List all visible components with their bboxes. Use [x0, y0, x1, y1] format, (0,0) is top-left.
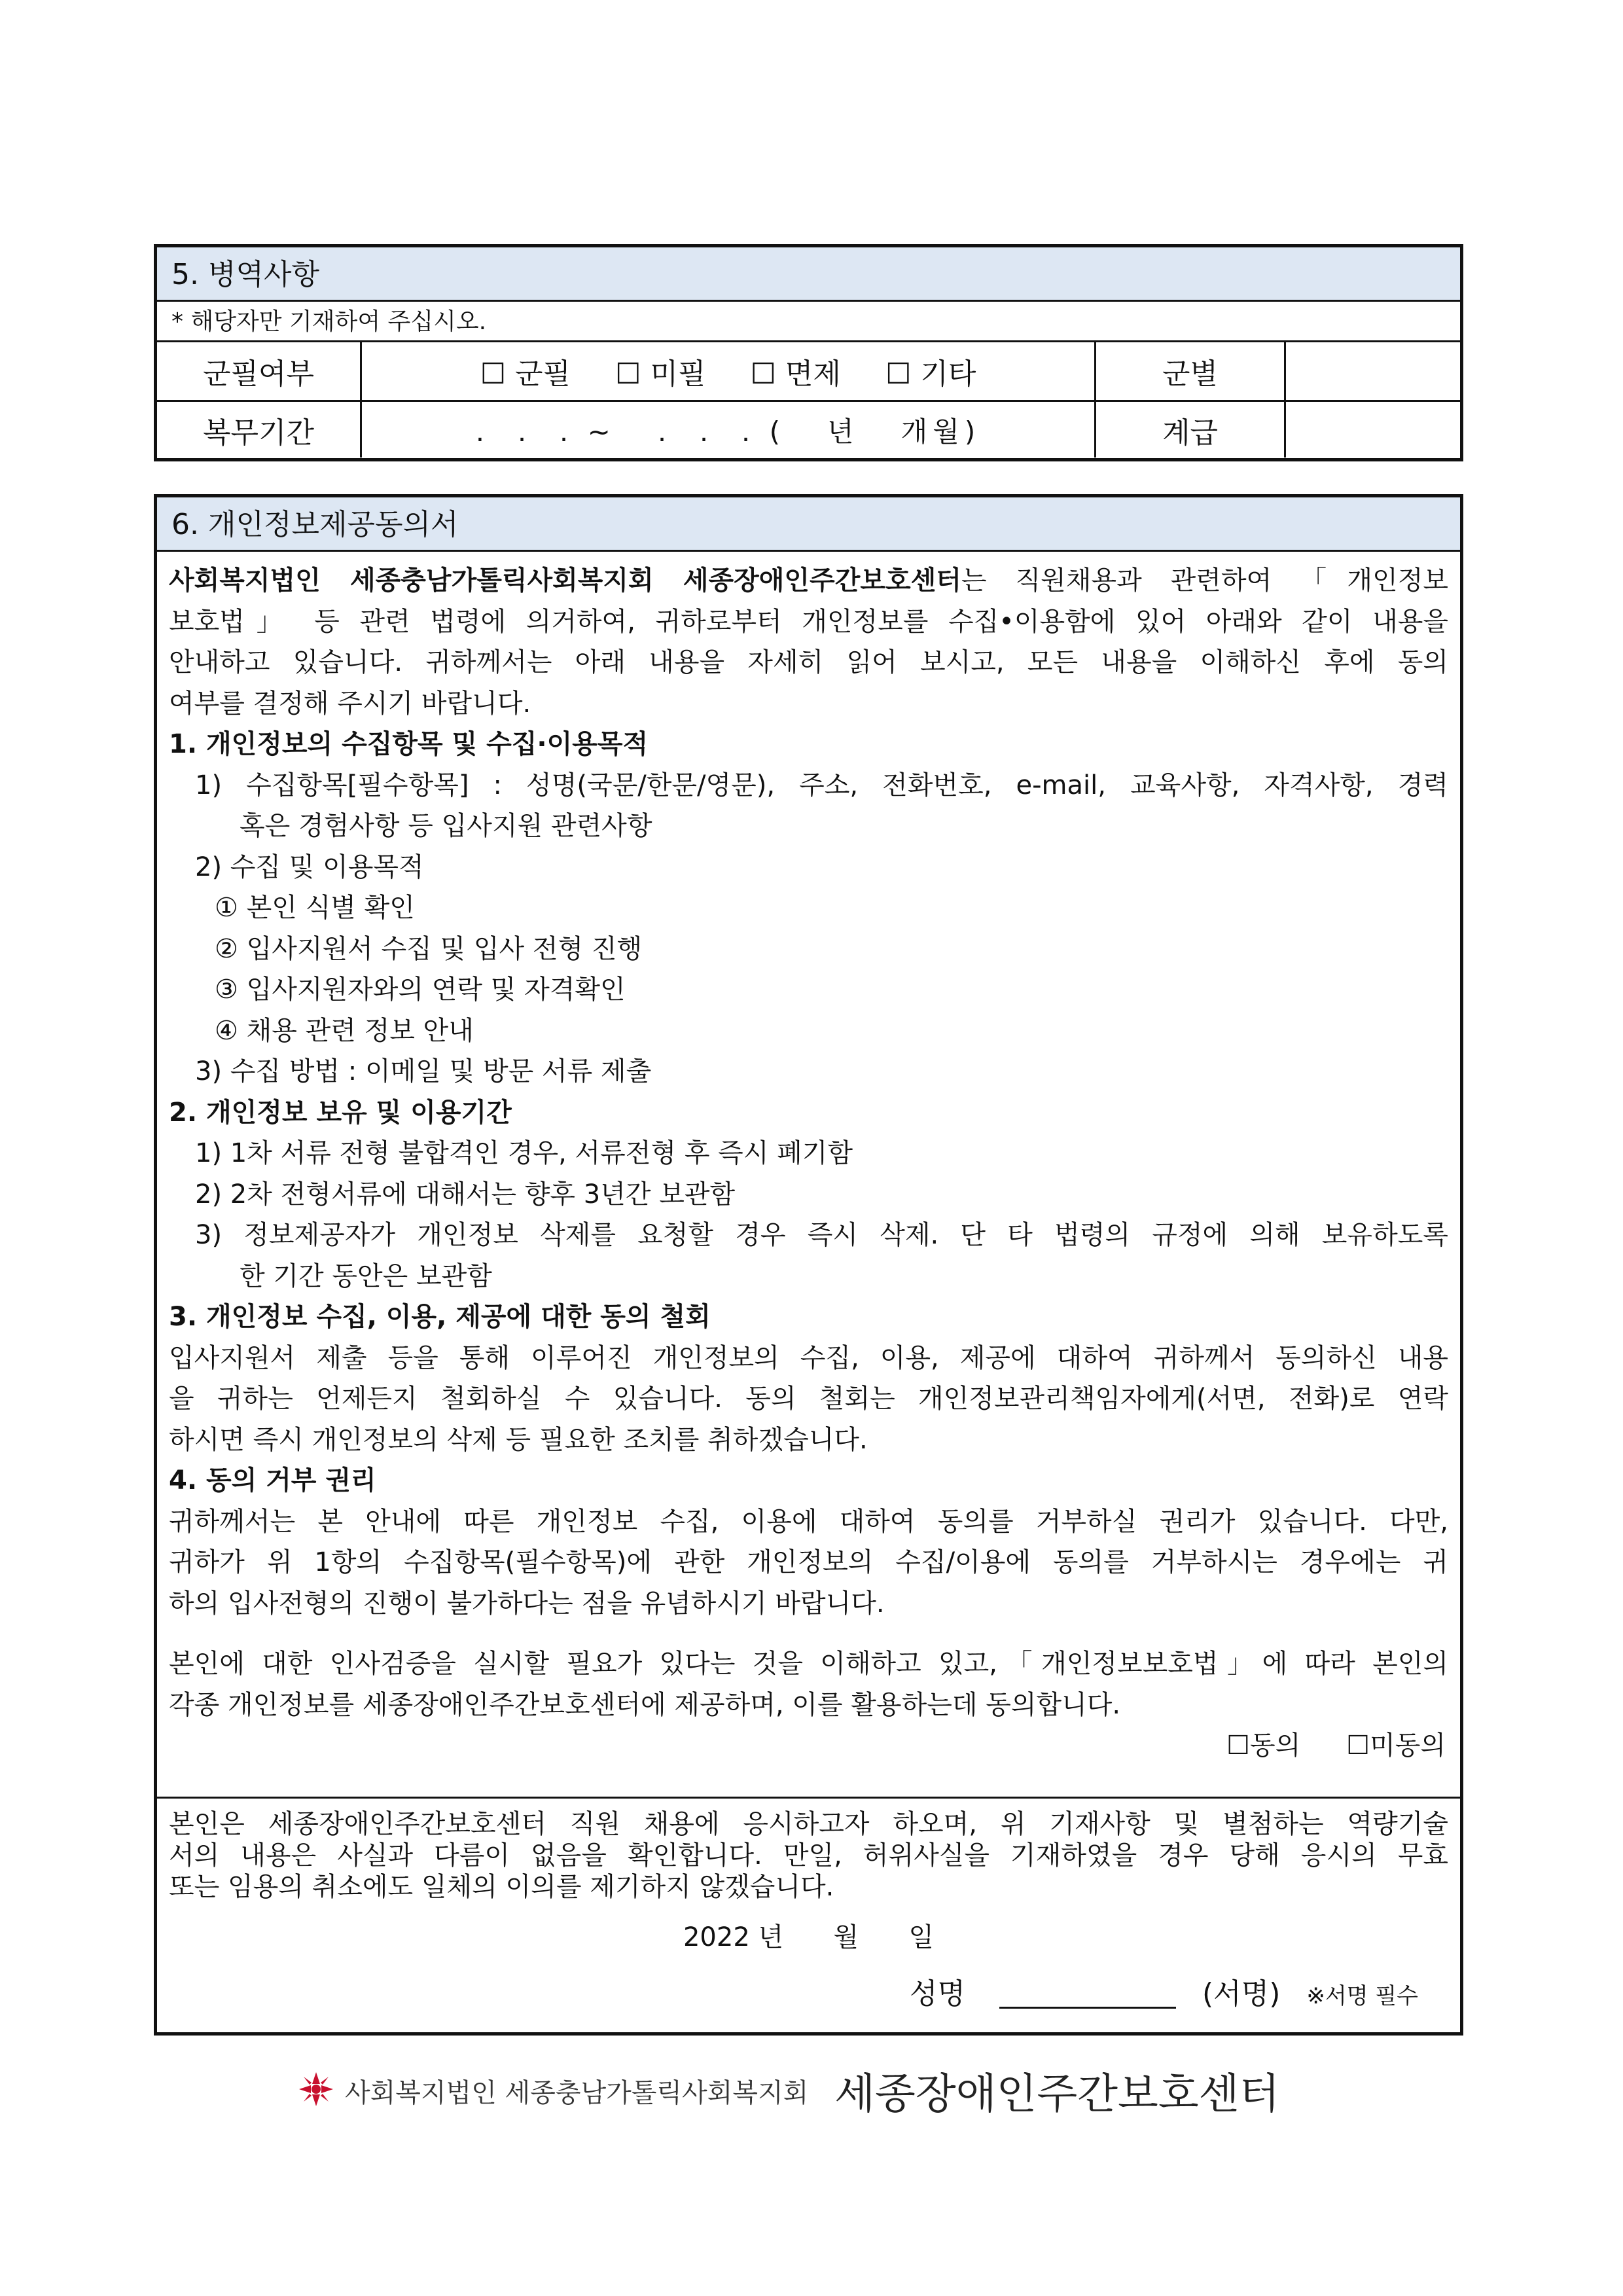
branch-label: 군별	[1096, 342, 1286, 400]
name-input[interactable]	[999, 1983, 1176, 2009]
checkbox-served[interactable]: ☐ 군필	[480, 357, 571, 391]
heading-4: 4. 동의 거부 권리	[169, 1465, 376, 1496]
signature-row	[910, 1970, 1418, 2012]
list-item: 1) 1차 서류 전형 불합격인 경우, 서류전형 후 즉시 폐기함	[195, 1138, 853, 1168]
intro-line: 여부를 결정해 주시기 바랍니다.	[169, 688, 531, 719]
paragraph-line: 귀하가 위 1항의 수집항목(필수항목)에 관한 개인정보의 수집/이용에 동의를 거부하시는 경우에는 귀	[169, 1547, 1448, 1577]
rank-label: 계급	[1096, 402, 1286, 457]
heading-2: 2. 개인정보 보유 및 이용기간	[169, 1097, 512, 1128]
checkbox-exempt[interactable]: ☐ 면제	[750, 357, 841, 391]
paragraph-line: 을 귀하는 언제든지 철회하실 수 있습니다. 동의 철회는 개인정보관리책임자에게(서면, 전화)로 연락	[169, 1384, 1448, 1414]
intro-organization: 사회복지법인 세종충남가톨릭사회복지회 세종장애인주간보호센터	[169, 565, 961, 596]
section-title: 6. 개인정보제공동의서	[157, 497, 1460, 552]
signature-label: (서명)	[1202, 1977, 1281, 2011]
section-note: * 해당자만 기재하여 주십시오.	[157, 302, 1460, 342]
consent-choices	[169, 1725, 1448, 1767]
agree-checkbox[interactable]: ☐동의	[1226, 1731, 1301, 1761]
pledge-line: 또는 임용의 취소에도 일체의 이의를 제기하지 않겠습니다.	[169, 1872, 834, 1902]
list-item: 3) 수집 방법 : 이메일 및 방문 서류 제출	[195, 1056, 652, 1086]
military-status-options	[362, 342, 1096, 400]
paragraph-line: 입사지원서 제출 등을 통해 이루어진 개인정보의 수집, 이용, 제공에 대하여 귀하께서 동의하신 내용	[169, 1342, 1448, 1373]
signature-required-note: ※서명 필수	[1306, 1983, 1419, 2009]
rank-field[interactable]	[1286, 402, 1460, 457]
sub-list-item: ② 입사지원서 수집 및 입사 전형 진행	[215, 933, 643, 964]
pledge-body	[169, 1808, 1448, 1903]
service-period-label: 복무기간	[157, 402, 362, 457]
list-item-cont: 혹은 경험사항 등 입사지원 관련사항	[240, 811, 652, 841]
branch-field[interactable]	[1286, 342, 1460, 400]
section-title: 5. 병역사항	[157, 247, 1460, 302]
military-status-label: 군필여부	[157, 342, 362, 400]
pledge-line: 서의 내용은 사실과 다름이 없음을 확인합니다. 만일, 허위사실을 기재하였을 경우 당해 응시의 무효	[169, 1840, 1448, 1871]
date-field[interactable]: 2022 년 월 일	[683, 1922, 934, 1952]
service-period-row	[157, 400, 1460, 457]
paragraph-line: 하시면 즉시 개인정보의 삭제 등 필요한 조치를 취하겠습니다.	[169, 1424, 868, 1455]
list-item: 1) 수집항목[필수항목] : 성명(국문/한문/영문), 주소, 전화번호, e-mail, 교육사항, 자격사항, 경력	[195, 770, 1448, 800]
list-item: 2) 수집 및 이용목적	[195, 852, 424, 882]
list-item: 2) 2차 전형서류에 대해서는 향후 3년간 보관함	[195, 1179, 736, 1210]
disagree-checkbox[interactable]: ☐미동의	[1346, 1731, 1446, 1761]
heading-3: 3. 개인정보 수집, 이용, 제공에 대한 동의 철회	[169, 1302, 711, 1332]
sub-list-item: ③ 입사지원자와의 연락 및 자격확인	[215, 975, 626, 1005]
footer	[298, 2060, 1279, 2121]
list-item: 3) 정보제공자가 개인정보 삭제를 요청할 경우 즉시 삭제. 단 타 법령의 규정에 의해 보유하도록	[195, 1220, 1448, 1250]
checkbox-other[interactable]: ☐ 기타	[885, 357, 976, 391]
pledge-line: 본인은 세종장애인주간보호센터 직원 채용에 응시하고자 하오며, 위 기재사항 및 별첨하는 역량기술	[169, 1809, 1448, 1839]
heading-1: 1. 개인정보의 수집항목 및 수집·이용목적	[169, 729, 649, 759]
footer-center-name: 세종장애인주간보호센터	[834, 2070, 1280, 2119]
caritas-cross-icon	[298, 2071, 334, 2110]
intro-line: 사회복지법인 세종충남가톨릭사회복지회 세종장애인주간보호센터는 직원채용과 관련하여 「개인정보	[169, 565, 1448, 596]
sub-list-item: ④ 채용 관련 정보 안내	[215, 1015, 474, 1046]
intro-line: 보호법」 등 관련 법령에 의거하여, 귀하로부터 개인정보를 수집•이용함에 있어 아래와 같이 내용을	[169, 606, 1448, 637]
paragraph-line: 하의 입사전형의 진행이 불가하다는 점을 유념하시기 바랍니다.	[169, 1588, 885, 1619]
consent-statement: 본인에 대한 인사검증을 실시할 필요가 있다는 것을 이해하고 있고,「개인정보보호법」에 따라 본인의	[169, 1649, 1448, 1679]
name-label: 성명	[910, 1977, 966, 2011]
consent-statement: 각종 개인정보를 세종장애인주간보호센터에 제공하며, 이를 활용하는데 동의합니다.	[169, 1689, 1121, 1720]
consent-body	[169, 560, 1448, 1767]
military-status-row	[157, 342, 1460, 400]
spacer	[169, 1624, 1448, 1643]
service-period-field[interactable]	[362, 402, 1096, 457]
list-item-cont: 한 기간 동안은 보관함	[240, 1261, 492, 1291]
privacy-consent-section	[154, 494, 1463, 2036]
paragraph-line: 귀하께서는 본 안내에 따른 개인정보 수집, 이용에 대하여 동의를 거부하실 권리가 있습니다. 다만,	[169, 1506, 1448, 1537]
footer-organization: 사회복지법인 세종충남가톨릭사회복지회	[345, 2077, 809, 2108]
service-period-template: . . . ~ . . . ( 년 개월)	[475, 415, 981, 448]
sub-list-item: ① 본인 식별 확인	[215, 893, 415, 923]
intro-line: 안내하고 있습니다. 귀하께서는 아래 내용을 자세히 읽어 보시고, 모든 내용을 이해하신 후에 동의	[169, 647, 1448, 677]
checkbox-not-served[interactable]: ☐ 미필	[615, 357, 706, 391]
military-service-section	[154, 244, 1463, 461]
divider	[157, 1797, 1460, 1799]
